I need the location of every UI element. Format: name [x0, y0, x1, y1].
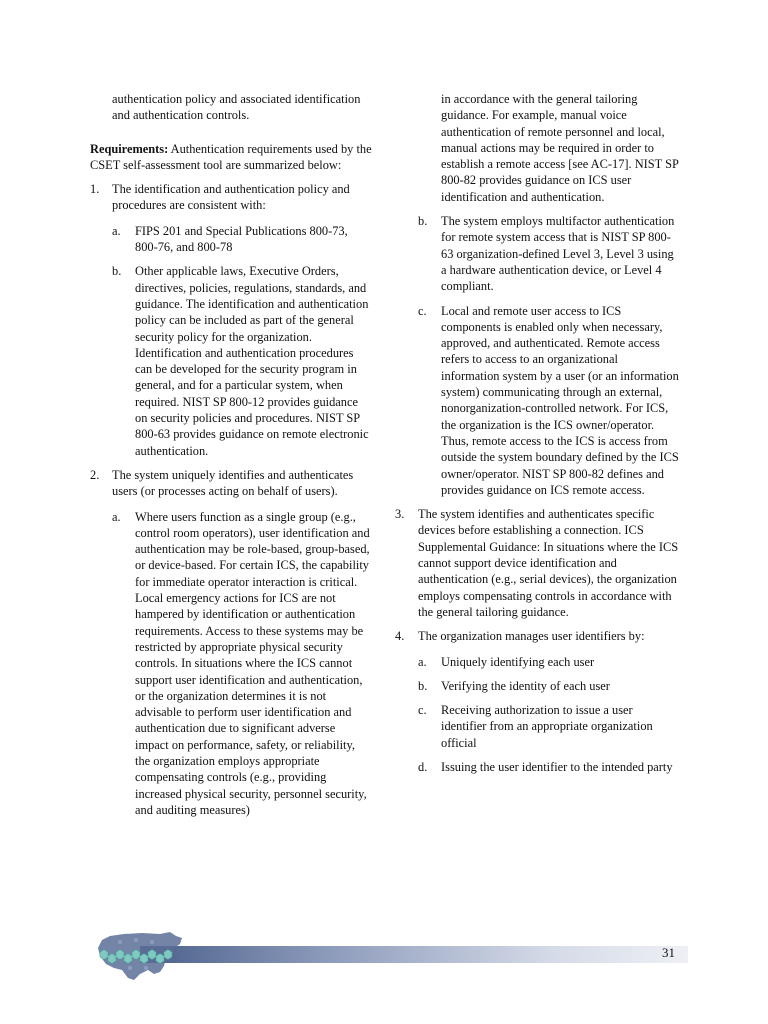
continuation-paragraph: in accordance with the general tailoring guidance. For example, manual voice authentication of remote personnel and local, manual actions may be required in order to establish a remote access [see AC-17]. NIST SP 800-82 provides guidance on ICS user identification and authentication.	[441, 92, 679, 204]
list-subitem-text: Uniquely identifying each user	[441, 654, 595, 669]
requirements-paragraph	[90, 141, 372, 174]
list-subitem-4c	[393, 702, 679, 751]
list-subitem-text: Receiving authorization to issue a user identifier from an appropriate organization official	[441, 703, 653, 750]
continuation-paragraph: authentication policy and associated identification and authentication controls.	[112, 92, 361, 123]
list-subitem-4a	[393, 654, 679, 670]
list-letter: c.	[418, 303, 427, 318]
list-letter: a.	[112, 509, 121, 524]
list-subitem-text: Verifying the identity of each user	[441, 678, 610, 693]
list-item-3	[393, 506, 679, 620]
right-column	[393, 91, 679, 775]
list-subitem-1a	[90, 223, 372, 256]
list-subitem-4d	[393, 759, 679, 775]
list-item-text: The system uniquely identifies and authenticates users (or processes acting on behalf of users).	[112, 467, 354, 499]
list-letter: c.	[418, 703, 427, 718]
list-letter: a.	[418, 654, 427, 669]
list-item-2	[90, 467, 372, 500]
list-subitem-4b	[393, 678, 679, 694]
list-subitem-text: Where users function as a single group (e.g., control room operators), user identification and authentication may be role-based, group-based, or device-based. For certain ICS, the capability for immediate operator interaction is critical. Local emergency actions for ICS are not hampered by identification or authentication requirements. Access to these systems may be restricted by appropriate physical security controls. In situations where the ICS cannot support user identification and authentication, or the organization determines it is not advisable to perform user identification and authentication due to significant adverse impact on performance, safety, or reliability, the organization employs appropriate compensating controls (e.g., providing increased physical security, personnel security, and auditing measures)	[135, 509, 370, 817]
requirements-label: Requirements:	[90, 141, 169, 156]
list-subitem-text: FIPS 201 and Special Publications 800-73, 800-76, and 800-78	[135, 223, 348, 255]
list-letter: b.	[418, 214, 428, 229]
list-subitem-text: Issuing the user identifier to the intended party	[441, 759, 673, 774]
list-subitem-2a	[90, 509, 372, 819]
list-letter: b.	[112, 264, 122, 279]
list-letter: b.	[418, 678, 428, 693]
page-number: 31	[662, 945, 675, 960]
list-letter: a.	[112, 223, 121, 238]
list-item-text: The identification and authentication policy and procedures are consistent with:	[112, 182, 350, 213]
list-number: 3.	[395, 507, 405, 522]
list-subitem-2b	[393, 213, 679, 294]
us-map-hexagon-logo-icon	[90, 924, 190, 984]
left-column	[90, 91, 372, 818]
list-subitem-2c	[393, 303, 679, 499]
list-subitem-text: The system employs multifactor authentication for remote system access that is NIST SP 800-63 organization-defined Level 3, Level 3 using a hardware authentication device, or Level 4 compliant.	[441, 214, 675, 294]
list-item-4	[393, 628, 679, 644]
list-item-text: The system identifies and authenticates specific devices before establishing a connection. ICS Supplemental Guidance: In situations where the ICS cannot support device identification and authentication (e.g., serial devices), the organization employs compensating controls in accordance with the general tailoring guidance.	[418, 507, 679, 619]
footer-bar	[140, 946, 688, 963]
list-letter: d.	[418, 759, 428, 774]
list-subitem-1b	[90, 263, 372, 459]
list-subitem-text: Other applicable laws, Executive Orders, directives, policies, regulations, standards, and guidance. The identification and authentication policy can be included as part of the general security policy for the organization. Identification and authentication procedures can be developed for the security program in general, and for a particular system, when required. NIST SP 800-12 provides guidance on security policies and procedures. NIST SP 800-63 provides guidance on remote electronic authentication.	[135, 264, 369, 458]
list-item-text: The organization manages user identifiers by:	[418, 629, 645, 644]
list-number: 4.	[395, 629, 405, 644]
requirements-text: Authentication requirements used by the CSET self-assessment tool are summarized below:	[90, 141, 372, 172]
list-item-1	[90, 181, 372, 214]
list-subitem-text: Local and remote user access to ICS components is enabled only when necessary, approved, and authenticated. Remote access refers to access to an organizational information system by a user (or an information system) communicating through an external, nonorganization-controlled network. For ICS, the organization is the ICS owner/operator. Thus, remote access to the ICS is access from outside the system boundary defined by the ICS owner/operator. NIST SP 800-82 defines and provides guidance on ICS remote access.	[441, 303, 679, 497]
list-number: 1.	[90, 182, 100, 197]
list-number: 2.	[90, 467, 100, 482]
